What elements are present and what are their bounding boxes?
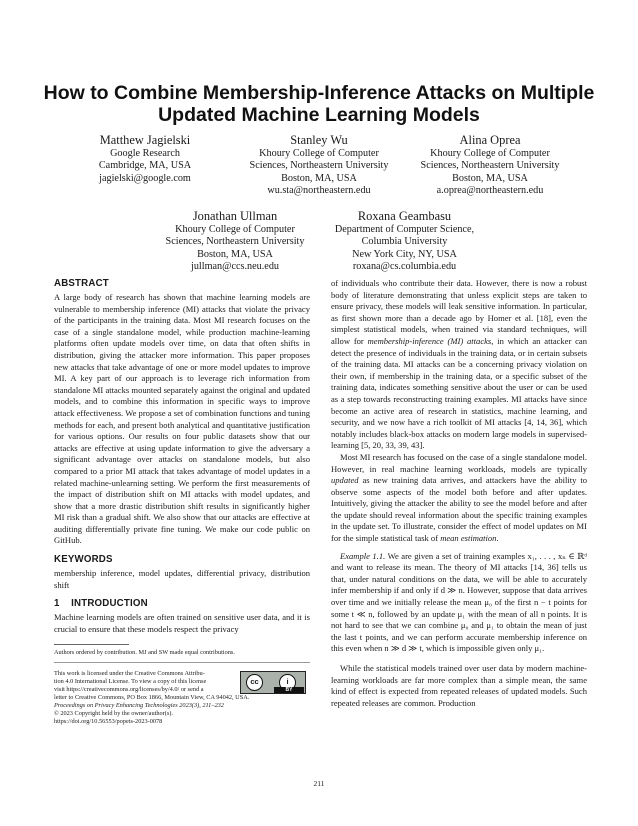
keywords-text: membership inference, model updates, differential privacy, distribution shift: [54, 568, 310, 590]
author-email: jagielski@google.com: [99, 172, 191, 184]
author-location: Cambridge, MA, USA: [98, 160, 192, 172]
intro-paragraph-3: While the statistical models trained over user data by modern machine-learning workloads are far more complex than a simple mean, the same kind of effect is expected from repeated releases of updated models. Such repeated releases are common. Production: [331, 663, 587, 708]
intro-paragraph-2: Most MI research has focused on the case of a single standalone model. However, in real machine learning workloads, models are typically updated as new training data arrives, and attackers have the ability to observe some aspects of the model both before and after updates. Intuitively, giving the attacker the ability to see the model before and after the update should reveal information about the specific training examples in the update set. To illustrate, consider the effect of model updates on MI for the simple statistical task of mean estimation.: [331, 451, 587, 544]
author-name: Matthew Jagielski: [99, 133, 191, 147]
author-affiliation: Columbia University: [361, 236, 448, 248]
author-block-2: [239, 133, 399, 197]
author-affiliation: Khoury College of Computer: [259, 148, 379, 159]
abstract-heading: ABSTRACT: [54, 278, 109, 289]
intro-paragraph-1: of individuals who contribute their data. However, there is now a robust body of literature demonstrating that unless explicit steps are taken to ensure privacy, these models will leak sensitive information. In particular, as first shown more than a decade ago by Homer et al. [18], even the simplest statistical models, when trained via standard techniques, will allow for membership-inference (MI) attacks, in which an attacker can detect the presence of individuals in the training data, or in certain subsets of the training data. MI attacks can be a concerning privacy violation on their own, if membership in the training data, or a specific subset of the training data, indicates something sensitive about the user or can be used as a step towards reconstructing training examples. MI attacks have since become an active area of research in statistics, machine learning, and security, and we now have a rich toolkit of MI attacks [4, 14, 36], which notably includes black-box attacks on modern large models in supervised-learning [5, 20, 33, 39, 43].: [331, 278, 587, 451]
keywords-heading: KEYWORDS: [54, 554, 113, 566]
copyright-notice: © 2023 Copyright held by the owner/author(s).: [54, 710, 173, 717]
introduction-heading: 1 INTRODUCTION: [54, 598, 148, 610]
author-name: Alina Oprea: [459, 133, 521, 147]
author-affiliation: Khoury College of Computer: [430, 148, 550, 159]
paper-title: [40, 82, 598, 126]
introduction-text: Machine learning models are often trained on sensitive user data, and it is crucial to ensure that these models respect the privacy: [54, 612, 310, 634]
license-line: tion 4.0 International License. To view a copy of this license: [54, 677, 207, 685]
example-label: Example 1.1.: [340, 550, 386, 561]
title-line-2: Updated Machine Learning Models: [158, 104, 480, 126]
author-block-5: [322, 209, 487, 273]
author-block-3: [410, 133, 570, 197]
right-column: [331, 278, 587, 709]
left-column: [54, 278, 310, 726]
author-affiliation: Google Research: [110, 148, 180, 159]
page-number: 211: [313, 779, 325, 788]
abstract-text: A large body of research has shown that machine learning models are vulnerable to membership inference (MI) attacks that violate the privacy of the participants in the training data. Most MI research focuses on the case of a single standalone model, while production machine-learning platforms often update models over time, on data that often shifts in distribution, giving the attacker more information. This paper proposes new attacks that take advantage of one or more model updates to improve MI. A key part of our approach is to leverage rich information from standalone MI attacks mounted separately against the original and updated models, and to combine this information in specific ways to improve attack effectiveness. We propose a set of combination functions and tuning methods for each, and present both analytical and quantitative justification for various options. Our results on four public datasets show that our attacks are effective at using update information to give the adversary a significant advantage over attacks on standalone models, but also compared to a prior MI attack that takes advantage of model updates in a related machine-unlearning setting. We perform the first measurements of the impact of distribution shift on MI attacks with model updates, and show that a more drastic distribution shift results in significantly higher MI risk than a gradual shift. We also show that our attacks are effective at auditing differentially private fine tuning. We make our code public on GitHub.: [54, 292, 310, 546]
author-location: Boston, MA, USA: [452, 172, 528, 184]
author-name: Jonathan Ullman: [192, 209, 278, 223]
license-block: [54, 670, 310, 727]
attribution-icon: i: [279, 674, 296, 691]
example-1-1: [331, 551, 587, 655]
author-location: Boston, MA, USA: [197, 248, 273, 260]
author-email: wu.sta@northeastern.edu: [267, 184, 371, 196]
author-affiliation: Sciences, Northeastern University: [249, 160, 389, 172]
example-text: We are given a set of training examples x₁, . . . , xₙ ∈ ℝᵈ and want to release its mean. The theory of MI attacks [14, 36] tells us that, under natural conditions on the data, we will be able to accurately infer membership if and only if d ≫ n. However, suppose that data arrives over time and we initially release the mean μ₀ of the first n − t points for some t ≪ n, followed by an update μ₁ with the mean of all n points. It is not hard to see that we can combine μ₀ and μ₁ to obtain the mean of just the last t points, and we can perform accurate membership inference on this even when n ≫ d ≫ t, which is impossible given only μ₁.: [331, 550, 588, 654]
author-location: Boston, MA, USA: [281, 172, 357, 184]
author-contribution-note: Authors ordered by contribution. MJ and SW made equal contributions.: [54, 649, 235, 657]
author-affiliation: Sciences, Northeastern University: [165, 236, 305, 248]
author-block-1: [70, 133, 220, 185]
author-affiliation: Khoury College of Computer: [175, 224, 295, 235]
license-text: [54, 670, 236, 694]
footnote-rule: [54, 644, 129, 645]
license-line: This work is licensed under the Creative Commons Attribu-: [54, 669, 205, 677]
proceedings-citation: Proceedings on Privacy Enhancing Technologies 2023(3), 211–232: [54, 701, 224, 709]
author-name: Stanley Wu: [290, 133, 348, 147]
author-email: a.oprea@northeastern.edu: [436, 184, 544, 196]
author-email: jullman@ccs.neu.edu: [190, 260, 280, 272]
title-line-1: How to Combine Membership-Inference Attacks on Multiple: [43, 82, 595, 104]
cc-icon: cc: [246, 674, 263, 691]
cc-by-license-icon: [240, 671, 306, 694]
license-line: visit https://creativecommons.org/licenses/by/4.0/ or send a: [54, 685, 204, 693]
author-location: New York City, NY, USA: [352, 248, 457, 260]
author-block-4: [155, 209, 315, 273]
doi-link[interactable]: https://doi.org/10.56553/popets-2023-0078: [54, 718, 163, 726]
author-affiliation: Sciences, Northeastern University: [420, 160, 560, 172]
footnote-divider: [54, 662, 310, 663]
by-label: BY: [274, 687, 304, 693]
author-name: Roxana Geambasu: [357, 209, 452, 223]
author-email: roxana@cs.columbia.edu: [352, 260, 457, 272]
author-affiliation: Department of Computer Science,: [334, 224, 475, 235]
license-line: letter to Creative Commons, PO Box 1866, Mountain View, CA 94042, USA.: [54, 693, 250, 701]
